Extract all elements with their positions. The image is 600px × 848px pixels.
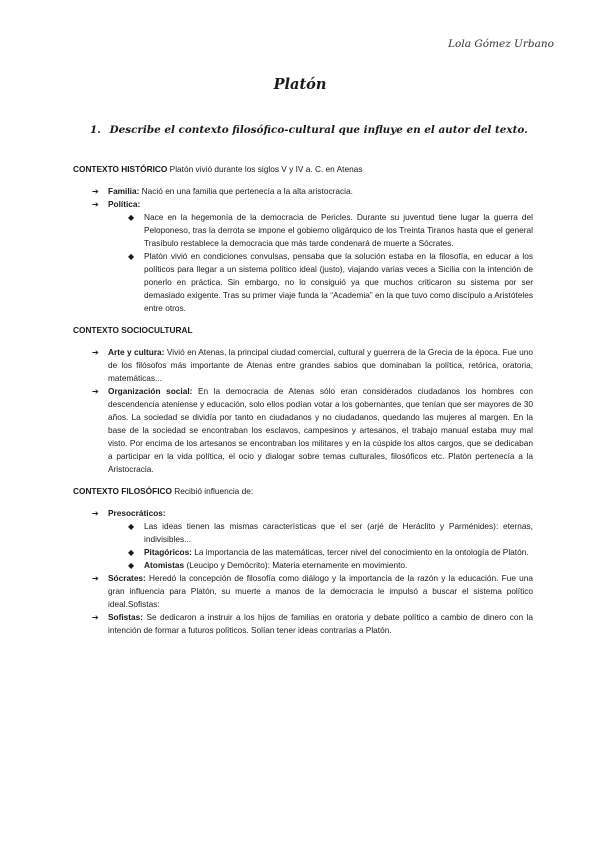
list-item-socrates <box>73 572 533 611</box>
historico-list <box>73 185 533 211</box>
presocraticos-item-2 <box>73 546 533 559</box>
list-item-sofistas <box>73 611 533 637</box>
list-item-familia <box>73 185 533 198</box>
sofistas-text: Se dedicaron a instruir a los hijos de familias en oratoria y debate político a cambio de dinero con la intención de formar a futuros políticos. Solían tener ideas contrarias a Platón. <box>108 612 533 635</box>
filosofico-intro <box>73 485 533 498</box>
filosofico-list <box>73 507 533 520</box>
presocraticos-item-3 <box>73 559 533 572</box>
pitagoricos-label: Pitagóricos: <box>144 547 192 557</box>
historico-heading: CONTEXTO HISTÓRICO <box>73 164 168 174</box>
organizacion-text: En la democracia de Atenas sólo eran considerados ciudadanos los hombres con descendencia ateniense y educación, solo ellos podían votar a los gobernantes, que tenían que ser mayores de 30 años. La sociedad se dividía por tanto en ciudadanos y no ciudadanos, quedando las mujeres al margen. En la base de la sociedad se encontraban los esclavos, campesinos y artesanos, el trabajo manual estaba muy mal visto. Por encima de los artesanos se encontraban los militares y en la cúspide los altos cargos, que se dedicaban a participar en la vida política, el ocio y dialogar sobre temas culturales, filosóficos etc. Platón pertenecía a la Aristocracia. <box>108 386 533 474</box>
politica-item-1: ◆ Nace en la hegemonía de la democracia de Pericles. Durante su juventud tiene lugar la guerra del Peloponeso, tras la derrota se impone el gobierno oligárquico de los Treinta Tiranos hasta que el general Trasíbulo restablece la democracia que más tarde condenará de muerte a Sócrates. <box>73 211 533 250</box>
filosofico-intro-text: Recibió influencia de: <box>174 486 254 496</box>
list-item-organizacion <box>73 385 533 476</box>
question-text: Describe el contexto filosófico-cultural que influye en el autor del texto. <box>109 124 528 136</box>
historico-intro <box>73 163 533 176</box>
sofistas-label: Sofistas: <box>108 612 144 622</box>
atomistas-label: Atomistas <box>144 560 185 570</box>
list-item-politica <box>73 198 533 211</box>
arte-label: Arte y cultura: <box>108 347 165 357</box>
sociocultural-heading: CONTEXTO SOCIOCULTURAL <box>73 325 193 335</box>
atomistas-text: (Leucipo y Demócrito): Materia eternamente en movimiento. <box>186 560 408 570</box>
organizacion-label: Organización social: <box>108 386 193 396</box>
socrates-text: Heredó la concepción de filosofía como diálogo y la importancia de la razón y la educación. Fue una gran influencia para Platón, su muerte a manos de la democracia le impulsó a buscar el sistema político ideal.Sofistas: <box>108 573 533 609</box>
author-name: Lola Gómez Urbano <box>448 38 554 50</box>
list-item-presocraticos <box>73 507 533 520</box>
question-number: 1. <box>90 124 101 136</box>
familia-text: Nació en una familia que pertenecía a la alta aristocracia. <box>141 186 353 196</box>
question-heading <box>90 124 528 136</box>
filosofico-list-2 <box>73 572 533 637</box>
sociocultural-section <box>73 324 533 337</box>
politica-label: Política: <box>108 199 141 209</box>
page-title: Platón <box>273 76 327 93</box>
presocraticos-item-1: ◆ Las ideas tienen las mismas características que el ser (arjé de Heráclito y Parménides): eternas, indivisibles... <box>73 520 533 546</box>
presocraticos-label: Presocráticos: <box>108 508 166 518</box>
document-body <box>73 163 533 637</box>
historico-intro-text: Platón vivió durante los siglos V y IV a. C. en Atenas <box>169 164 363 174</box>
familia-label: Familia: <box>108 186 140 196</box>
filosofico-heading: CONTEXTO FILOSÓFICO <box>73 486 172 496</box>
politica-item-2: ◆ Platón vivió en condiciones convulsas, pensaba que la solución estaba en la filosofía, en educar a los políticos para llegar a un sistema político ideal (justo), viajando varias veces a Sicilia con la intención de ponerlo en práctica. Sin embargo, no lo consiguió ya que muchos criticaron su sistema por ser demasiado exigente. Tras su primer viaje funda la “Academia” en la que tuvo como discípulo a Aristóteles entre otros. <box>73 250 533 315</box>
list-item-arte <box>73 346 533 385</box>
sociocultural-list <box>73 346 533 476</box>
socrates-label: Sócrates: <box>108 573 146 583</box>
arte-text: Vivió en Atenas, la principal ciudad comercial, cultural y guerrera de la Grecia de la época. Fue uno de los filósofos más importante de Atenas entre grandes sabios que dominaban la política, retórica, oratoria, matemáticas... <box>108 347 534 383</box>
politica-sublist <box>73 211 533 315</box>
pitagoricos-text: La importancia de las matemáticas, tercer nivel del conocimiento en la ontología de Platón. <box>194 547 529 557</box>
presocraticos-sublist <box>73 520 533 572</box>
